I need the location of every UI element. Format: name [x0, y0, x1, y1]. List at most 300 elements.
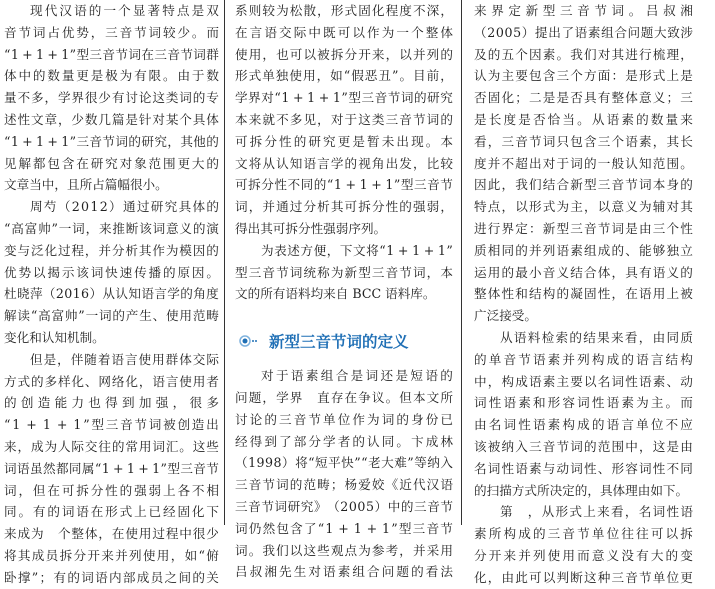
glyph: 。	[665, 395, 679, 411]
glyph: 程	[165, 526, 179, 542]
glyph: 恰	[547, 111, 561, 127]
glyph: 被	[163, 417, 176, 433]
glyph: 既	[323, 24, 336, 40]
glyph: 们	[276, 542, 289, 558]
glyph: 具	[625, 264, 638, 280]
glyph: 更	[337, 133, 351, 149]
glyph: 使	[166, 308, 179, 324]
glyph: ，	[98, 526, 111, 542]
glyph: 文	[352, 242, 366, 258]
glyph: 由	[501, 569, 515, 585]
glyph: 结	[570, 264, 583, 280]
glyph: 究	[154, 133, 167, 149]
glyph: 内	[108, 569, 122, 585]
glyph: 的	[584, 438, 597, 454]
glyph: 是	[666, 438, 680, 454]
glyph: 第	[500, 504, 513, 520]
glyph: 究	[300, 498, 314, 514]
glyph: 度	[503, 111, 517, 127]
glyph: 然	[262, 520, 276, 536]
glyph: 1	[61, 46, 70, 62]
text-line-content	[4, 262, 219, 284]
glyph: 为	[358, 542, 371, 558]
glyph: 的	[112, 308, 125, 324]
glyph: 不	[665, 417, 679, 433]
glyph: 三	[248, 264, 262, 280]
glyph: 具	[192, 111, 206, 127]
glyph: 定	[515, 220, 528, 236]
glyph: 撑	[17, 569, 31, 585]
glyph: 语	[141, 286, 154, 302]
text-line-content	[474, 44, 693, 66]
glyph: 从	[102, 286, 115, 302]
glyph: “	[361, 455, 368, 471]
glyph: 1	[248, 455, 257, 471]
glyph: 中	[474, 373, 487, 389]
glyph: 三	[559, 3, 573, 18]
glyph: 素	[547, 351, 561, 367]
glyph: 题	[640, 24, 654, 40]
text-line-content	[4, 458, 219, 480]
glyph: 姣	[371, 477, 385, 493]
glyph: 平	[328, 455, 341, 471]
glyph: 否	[474, 90, 487, 106]
glyph: 用	[562, 547, 575, 563]
glyph: 为	[381, 24, 395, 40]
glyph: 素	[639, 133, 652, 149]
text-line	[474, 349, 693, 371]
glyph: 可	[61, 482, 75, 498]
glyph: 三	[652, 220, 666, 236]
glyph: 将	[248, 155, 262, 171]
text-line-content	[235, 474, 453, 496]
glyph: 交	[84, 438, 98, 454]
glyph: 音	[515, 133, 528, 149]
glyph: 已	[148, 504, 162, 520]
text-line-content: 广泛接受。	[474, 308, 537, 324]
glyph: 词	[235, 542, 248, 558]
glyph: 断	[125, 220, 139, 236]
glyph: 少	[177, 24, 191, 40]
glyph: 构	[501, 373, 515, 389]
glyph: 用	[302, 68, 316, 84]
glyph: “	[317, 520, 325, 536]
glyph: 性	[501, 460, 515, 476]
glyph: 化	[44, 242, 58, 258]
glyph: 讨	[125, 90, 138, 106]
glyph: 了	[279, 433, 292, 449]
glyph: 三	[414, 498, 427, 514]
glyph: 节	[262, 477, 275, 493]
glyph: 的	[474, 351, 487, 367]
glyph: 多	[30, 90, 44, 106]
glyph: 用	[192, 373, 206, 389]
glyph: 些	[317, 542, 330, 558]
text-line	[235, 0, 453, 22]
glyph: 看	[624, 329, 638, 345]
glyph: 际	[206, 351, 219, 367]
glyph: 富	[51, 308, 65, 324]
glyph: 研	[90, 155, 104, 171]
glyph: +	[138, 460, 149, 476]
glyph: ，	[440, 68, 453, 84]
text-line-content	[4, 109, 219, 131]
glyph: 不	[666, 460, 680, 476]
glyph: ，	[172, 395, 186, 411]
glyph: 否	[532, 111, 546, 127]
glyph: 形	[105, 504, 118, 520]
glyph: 个	[570, 68, 583, 84]
glyph: 0	[504, 24, 513, 40]
glyph: 节	[518, 351, 531, 367]
glyph: 与	[542, 460, 556, 476]
glyph: 够	[652, 242, 666, 258]
glyph: 原	[177, 264, 191, 280]
glyph: 畴	[317, 477, 330, 493]
glyph: 认	[276, 155, 289, 171]
text-line	[474, 283, 693, 305]
text-line-content	[4, 65, 219, 87]
glyph: 的	[47, 504, 60, 520]
glyph: 可	[289, 46, 303, 62]
glyph: ，	[90, 24, 104, 40]
glyph: ，	[487, 133, 501, 149]
glyph: 是	[518, 111, 531, 127]
glyph: 的	[569, 329, 582, 345]
text-line-content	[4, 371, 219, 393]
glyph: 含	[61, 155, 75, 171]
glyph: 出	[206, 417, 219, 433]
glyph: 性	[274, 177, 287, 193]
glyph: 方	[4, 373, 17, 389]
glyph: 对	[330, 111, 344, 127]
glyph: ，	[652, 133, 666, 149]
glyph: 整	[611, 90, 625, 106]
glyph: 。	[206, 264, 219, 280]
glyph: 列	[129, 547, 142, 563]
glyph: 最	[515, 264, 528, 280]
glyph: ”	[160, 460, 167, 476]
glyph: 的	[293, 133, 307, 149]
glyph: 得	[249, 433, 263, 449]
glyph: 三	[501, 133, 515, 149]
glyph: 言	[621, 417, 634, 433]
glyph: 组	[352, 564, 365, 580]
text-line	[474, 523, 693, 545]
glyph: 素	[652, 373, 666, 389]
glyph: 、	[84, 373, 98, 389]
glyph: ）	[374, 498, 388, 514]
glyph: 上	[666, 286, 680, 302]
glyph: 少	[71, 111, 85, 127]
glyph: 对	[119, 155, 133, 171]
glyph: 的	[665, 547, 679, 563]
text-line-content	[4, 523, 219, 545]
glyph: 势	[76, 24, 89, 40]
glyph: 来	[371, 46, 385, 62]
glyph: 优	[4, 264, 17, 280]
glyph: 们	[584, 46, 597, 62]
glyph: 形	[235, 68, 248, 84]
glyph: 萍	[29, 286, 43, 302]
glyph: 同	[680, 460, 693, 476]
glyph: 0	[81, 199, 90, 215]
glyph: 见	[303, 111, 317, 127]
glyph: 使	[125, 526, 138, 542]
glyph: ，	[624, 504, 638, 520]
glyph: 大	[650, 547, 664, 563]
text-line	[4, 371, 219, 393]
text-line	[4, 131, 219, 153]
text-line	[474, 414, 693, 436]
glyph: 畴	[206, 308, 219, 324]
text-line	[235, 174, 453, 196]
text-line	[235, 452, 453, 474]
glyph: 势	[18, 264, 32, 280]
glyph: 0	[495, 24, 504, 40]
glyph: 词	[639, 177, 652, 193]
glyph: 揭	[47, 264, 60, 280]
text-line-content	[474, 65, 693, 87]
glyph: 的	[501, 264, 515, 280]
glyph: 小	[529, 264, 542, 280]
glyph: 音	[120, 417, 133, 433]
glyph: 松	[289, 3, 303, 18]
glyph: 很	[192, 526, 206, 542]
text-line	[235, 365, 453, 387]
glyph: 出	[385, 155, 399, 171]
glyph: 性	[584, 460, 597, 476]
text-line-content: 得出其可拆分性强弱序列。	[235, 220, 387, 236]
text-line	[4, 174, 219, 196]
glyph: ”	[391, 68, 399, 84]
glyph: 词	[365, 368, 379, 384]
glyph: 能	[639, 242, 652, 258]
glyph: 少	[98, 90, 111, 106]
text-line	[4, 458, 219, 480]
glyph: 近	[399, 477, 412, 493]
glyph: 交	[279, 24, 292, 40]
text-line	[474, 436, 693, 458]
glyph: 1	[325, 520, 334, 536]
glyph: 从	[262, 155, 275, 171]
glyph: 从	[591, 111, 605, 127]
glyph: 视	[358, 155, 371, 171]
glyph: 这	[152, 90, 165, 106]
glyph: 的	[4, 395, 17, 411]
glyph: 三	[570, 220, 583, 236]
glyph: 超	[515, 155, 528, 171]
glyph: 三	[611, 569, 625, 585]
text-line	[235, 153, 453, 175]
glyph: 个	[515, 46, 528, 62]
glyph: 深	[426, 3, 440, 18]
glyph: 而	[206, 24, 219, 40]
glyph: 。	[179, 438, 192, 454]
glyph: 的	[680, 177, 693, 193]
glyph: 中	[308, 24, 321, 40]
glyph: 来	[474, 3, 487, 18]
heading-bullet-icon	[239, 335, 259, 347]
glyph: 上	[666, 68, 680, 84]
glyph: 词	[570, 460, 583, 476]
text-line	[4, 262, 219, 284]
glyph: 并	[412, 46, 426, 62]
glyph: 拆	[248, 177, 261, 193]
glyph: 词	[400, 90, 414, 106]
glyph: 为	[636, 395, 649, 411]
glyph: 主	[650, 395, 664, 411]
glyph: 词	[426, 111, 440, 127]
glyph: ，	[138, 373, 152, 389]
glyph: 析	[317, 199, 330, 215]
text-line	[474, 567, 693, 589]
glyph: 几	[98, 111, 111, 127]
glyph: 应	[680, 417, 693, 433]
glyph: 0	[357, 498, 366, 514]
glyph: 词	[98, 308, 112, 324]
glyph: 长	[488, 111, 502, 127]
glyph: 形	[547, 395, 561, 411]
text-column-left	[4, 0, 219, 589]
glyph: 语	[625, 133, 638, 149]
glyph: 2	[487, 24, 496, 40]
glyph: 是	[625, 68, 638, 84]
glyph: 语	[303, 155, 317, 171]
glyph: 随	[84, 351, 97, 367]
glyph: 群	[165, 351, 179, 367]
glyph: ，	[680, 46, 693, 62]
glyph: 帅	[38, 220, 51, 236]
glyph: 文	[30, 111, 44, 127]
glyph: 用	[138, 526, 152, 542]
glyph: ，	[84, 242, 98, 258]
glyph: 词	[115, 133, 128, 149]
glyph: 的	[556, 286, 570, 302]
glyph: 1	[412, 242, 421, 258]
glyph: 讨	[235, 411, 248, 427]
glyph: 假	[351, 68, 364, 84]
glyph: 生	[139, 308, 152, 324]
glyph: 词	[611, 3, 625, 18]
glyph: 等	[414, 455, 427, 471]
glyph: 义	[666, 264, 680, 280]
glyph: 题	[248, 389, 262, 405]
glyph: 多	[289, 111, 303, 127]
text-line-content	[235, 87, 453, 109]
text-line-content	[474, 174, 693, 196]
glyph: 性	[279, 133, 292, 149]
glyph: 音	[193, 460, 206, 476]
glyph: 以	[597, 199, 611, 215]
glyph: 的	[67, 569, 80, 585]
glyph: “	[30, 308, 38, 324]
glyph: 群	[206, 46, 219, 62]
glyph: ”	[407, 455, 414, 471]
glyph: （	[235, 455, 248, 471]
glyph: 对	[261, 90, 274, 106]
glyph: 在	[90, 504, 104, 520]
glyph: 散	[303, 3, 317, 18]
glyph: 节	[577, 526, 590, 542]
glyph: 认	[367, 433, 380, 449]
glyph: 过	[152, 526, 165, 542]
glyph: 的	[32, 68, 46, 84]
glyph: 部	[293, 433, 307, 449]
glyph: 较	[262, 3, 275, 18]
text-line	[235, 283, 453, 305]
glyph: 语	[425, 368, 438, 384]
glyph: 型	[398, 520, 412, 536]
glyph: 下	[206, 504, 219, 520]
glyph: 系	[235, 3, 248, 18]
glyph: 学	[330, 155, 344, 171]
glyph: 词	[577, 395, 590, 411]
glyph: 比	[426, 155, 440, 171]
glyph: 词	[289, 264, 303, 280]
glyph: 象	[134, 155, 147, 171]
glyph: 网	[98, 373, 111, 389]
text-line-content: 文的所有语料均来自 BCC 语料库。	[235, 286, 436, 302]
glyph: 看	[425, 564, 439, 580]
glyph: 下	[339, 242, 353, 258]
glyph: ”	[31, 569, 39, 585]
text-line-content	[235, 0, 453, 22]
glyph: ”	[341, 90, 348, 106]
glyph: 列	[426, 46, 440, 62]
glyph	[53, 414, 56, 436]
glyph: 对	[308, 564, 321, 580]
glyph: 语	[532, 417, 546, 433]
glyph: 将	[4, 547, 17, 563]
glyph: 长	[680, 133, 693, 149]
glyph: 种	[597, 569, 611, 585]
glyph: 对	[152, 111, 165, 127]
glyph: 果	[597, 329, 610, 345]
glyph: 节	[529, 133, 542, 149]
glyph: 的	[440, 111, 453, 127]
text-line	[235, 240, 453, 262]
glyph: 涉	[680, 24, 693, 40]
glyph: 量	[4, 90, 17, 106]
glyph: 分	[90, 482, 104, 498]
glyph: 但	[32, 482, 46, 498]
glyph: 使	[289, 68, 302, 84]
glyph: 音	[374, 90, 388, 106]
glyph: ，	[385, 46, 399, 62]
glyph: 合	[335, 368, 349, 384]
glyph: 并	[262, 199, 275, 215]
glyph: 极	[105, 68, 118, 84]
text-line-content	[474, 196, 693, 218]
glyph: “	[343, 68, 351, 84]
glyph: 该	[76, 264, 89, 280]
glyph: 围	[162, 155, 176, 171]
glyph: 型	[556, 220, 570, 236]
glyph: 音	[4, 24, 17, 40]
glyph: 帅	[64, 308, 78, 324]
glyph: 动	[556, 460, 570, 476]
glyph: 分	[303, 199, 317, 215]
glyph: 以	[584, 373, 597, 389]
glyph: 较	[440, 155, 453, 171]
glyph: 界	[501, 220, 515, 236]
glyph: 词	[61, 504, 75, 520]
glyph: 并	[518, 547, 531, 563]
glyph: 加	[138, 395, 152, 411]
glyph: 统	[303, 264, 317, 280]
glyph: 者	[337, 433, 351, 449]
